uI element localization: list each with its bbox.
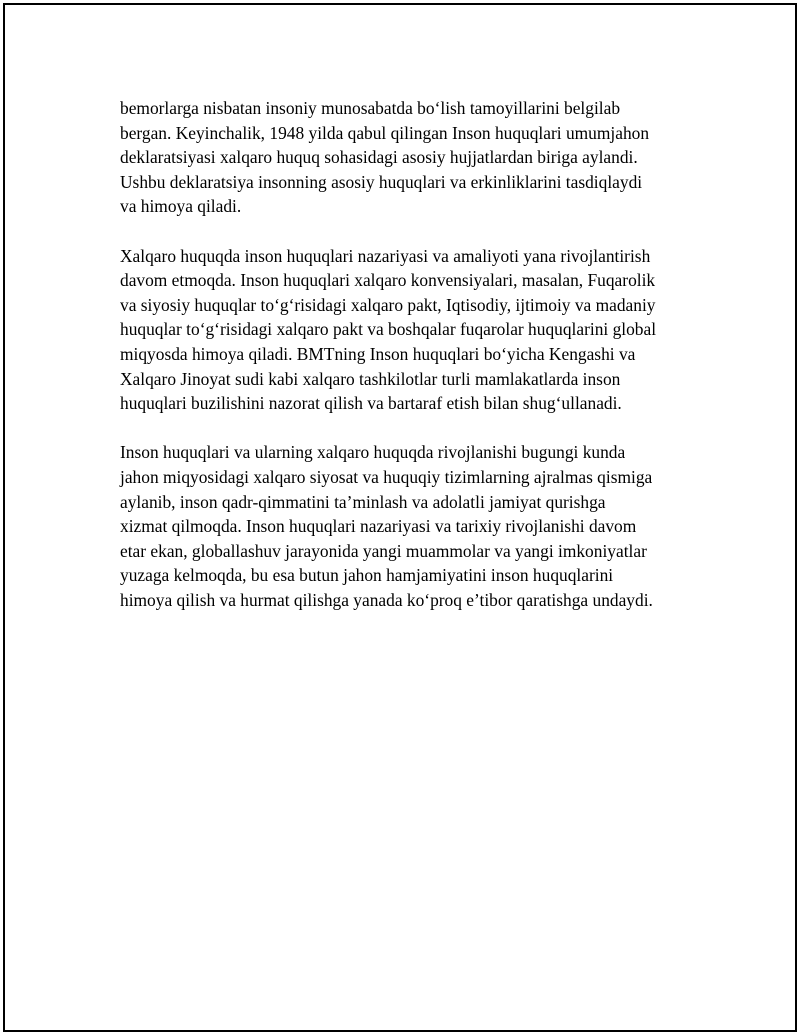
text-line: Xalqaro Jinoyat sudi kabi xalqaro tashkilotlar turli mamlakatlarda inson <box>120 368 621 389</box>
text-line: Xalqaro huquqda inson huquqlari nazariyasi va amaliyoti yana rivojlantirish <box>120 245 651 266</box>
text-line: huquqlari buzilishini nazorat qilish va bartaraf etish bilan shug‘ullanadi. <box>120 393 622 414</box>
document-body <box>120 96 720 637</box>
paragraph-1 <box>120 96 720 219</box>
text-line: deklaratsiyasi xalqaro huquq sohasidagi asosiy hujjatlardan biriga aylandi. <box>120 147 638 168</box>
text-line: etar ekan, globallashuv jarayonida yangi muammolar va yangi imkoniyatlar <box>120 540 647 561</box>
text-line: bergan. Keyinchalik, 1948 yilda qabul qilingan Inson huquqlari umumjahon <box>120 122 650 143</box>
paragraph-2 <box>120 244 720 416</box>
text-line: himoya qilish va hurmat qilishga yanada ko‘proq e’tibor qaratishga undaydi. <box>120 589 653 610</box>
text-line: aylanib, inson qadr-qimmatini ta’minlash va adolatli jamiyat qurishga <box>120 491 606 512</box>
text-line: huquqlar to‘g‘risidagi xalqaro pakt va boshqalar fuqarolar huquqlarini global <box>120 319 657 340</box>
text-line: jahon miqyosidagi xalqaro siyosat va huquqiy tizimlarning ajralmas qismiga <box>120 466 653 487</box>
text-line: va himoya qiladi. <box>120 196 242 217</box>
text-line: va siyosiy huquqlar to‘g‘risidagi xalqaro pakt, Iqtisodiy, ijtimoiy va madaniy <box>120 294 656 315</box>
text-line: Ushbu deklaratsiya insonning asosiy huquqlari va erkinliklarini tasdiqlaydi <box>120 171 643 192</box>
text-line: davom etmoqda. Inson huquqlari xalqaro konvensiyalari, masalan, Fuqarolik <box>120 270 656 291</box>
text-line: miqyosda himoya qiladi. BMTning Inson huquqlari bo‘yicha Kengashi va <box>120 343 636 364</box>
document-page <box>3 3 797 1032</box>
text-line: xizmat qilmoqda. Inson huquqlari nazariyasi va tarixiy rivojlanishi davom <box>120 516 637 537</box>
text-line: bemorlarga nisbatan insoniy munosabatda bo‘lish tamoyillarini belgilab <box>120 98 621 118</box>
paragraph-3 <box>120 440 720 612</box>
text-line: yuzaga kelmoqda, bu esa butun jahon hamjamiyatini inson huquqlarini <box>120 565 614 586</box>
text-line: Inson huquqlari va ularning xalqaro huquqda rivojlanishi bugungi kunda <box>120 442 626 463</box>
